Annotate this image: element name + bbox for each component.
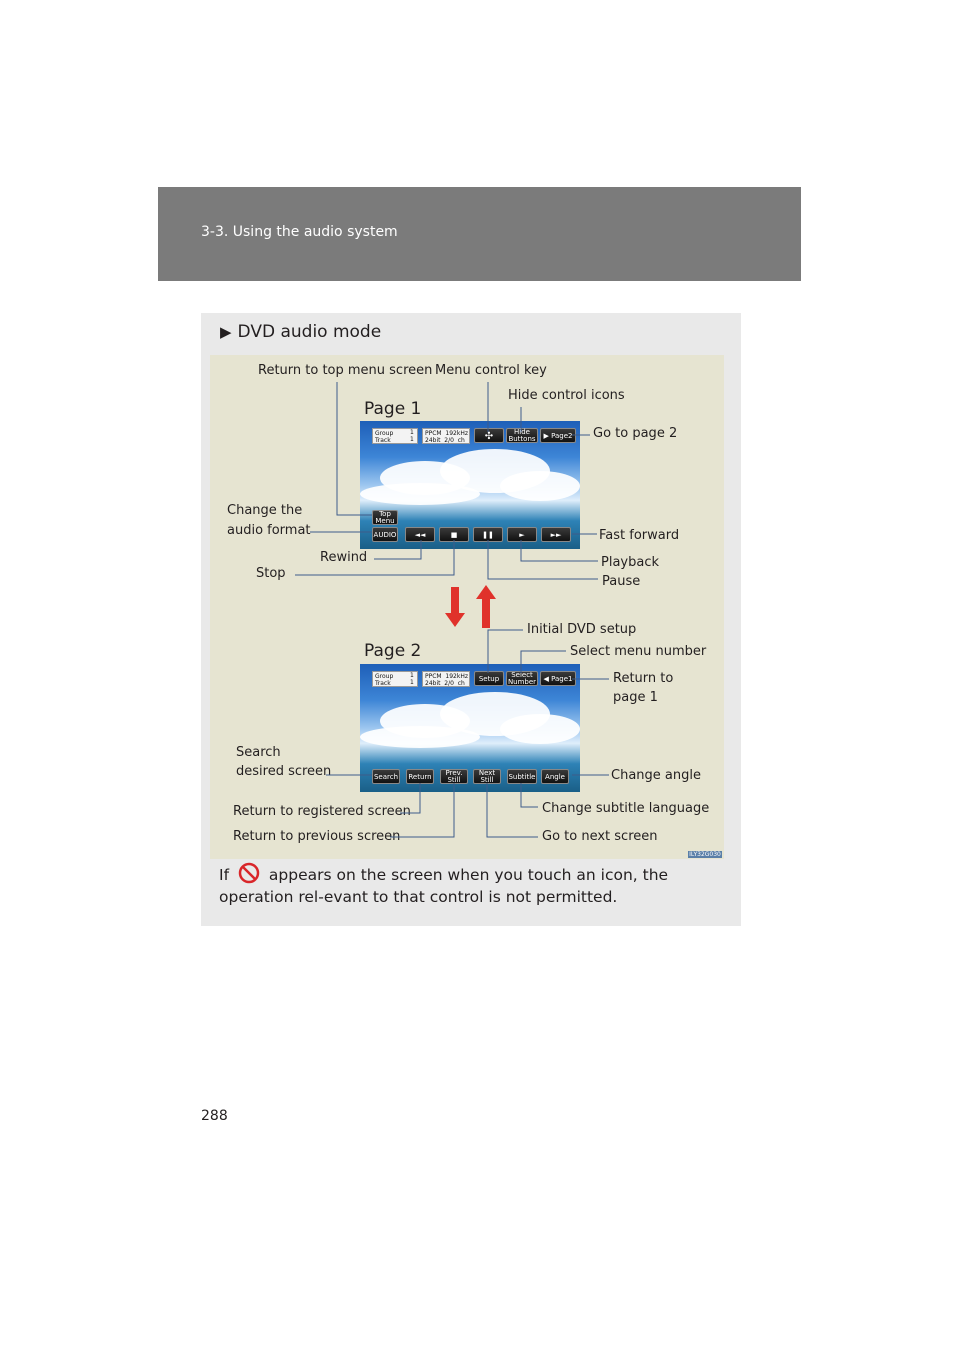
label-menu-control-key: Menu control key <box>435 363 547 378</box>
cloud-shape <box>360 726 480 748</box>
note-paragraph <box>219 862 724 908</box>
cloud-shape <box>500 471 580 501</box>
label-change-audio-format-1: Change the <box>227 503 303 518</box>
label-pause: Pause <box>602 574 641 589</box>
playback-button[interactable]: ► <box>507 527 537 542</box>
label-playback: Playback <box>601 555 660 570</box>
label-go-to-page2: Go to page 2 <box>593 426 678 441</box>
note-text-start: If <box>219 866 230 884</box>
group-track-numbers: 1 1 <box>410 429 414 443</box>
stop-button[interactable]: ■ <box>439 527 469 542</box>
return-button[interactable]: Return <box>406 769 434 784</box>
section-header: 3-3. Using the audio system <box>201 224 398 240</box>
fast-forward-button[interactable]: ►► <box>541 527 571 542</box>
label-search-2: desired screen <box>236 764 332 779</box>
menu-control-key-button[interactable]: ✣ <box>474 428 504 443</box>
audio-button[interactable]: AUDIO <box>372 527 398 542</box>
label-change-angle: Change angle <box>611 768 701 783</box>
label-return-previous: Return to previous screen <box>233 829 401 844</box>
audio-format-info: PPCM 192kHz 24bit 2/0 ch <box>422 428 470 444</box>
setup-button[interactable]: Setup <box>474 671 504 686</box>
label-initial-dvd-setup: Initial DVD setup <box>527 622 637 637</box>
page2-button[interactable] <box>540 428 576 443</box>
page1-title: Page 1 <box>364 399 422 419</box>
label-rewind: Rewind <box>320 550 368 565</box>
page1-screen <box>360 421 580 549</box>
audio-format-info: PPCM 192kHz 24bit 2/0 ch <box>422 671 470 687</box>
label-stop: Stop <box>256 566 286 581</box>
label-return-registered: Return to registered screen <box>233 804 411 819</box>
angle-button[interactable]: Angle <box>541 769 569 784</box>
label-return-to-page1-2: page 1 <box>613 690 658 705</box>
label-search-1: Search <box>236 745 281 760</box>
next-still-button[interactable]: Next Still <box>473 769 501 784</box>
label-change-audio-format-2: audio format <box>227 523 311 538</box>
page-switch-arrows <box>440 585 500 630</box>
hide-buttons-button[interactable]: Hide Buttons <box>506 428 538 443</box>
cloud-shape <box>360 483 480 505</box>
arrow-up-icon <box>476 585 496 628</box>
page2-title: Page 2 <box>364 641 422 661</box>
page1-button[interactable] <box>540 671 576 686</box>
page-number: 288 <box>201 1108 228 1124</box>
cloud-shape <box>500 714 580 744</box>
select-number-button[interactable]: Select Number <box>507 671 537 686</box>
group-track-info: Group Track <box>372 428 418 444</box>
label-hide-control-icons: Hide control icons <box>508 388 625 403</box>
page1-button-label: Page1 <box>551 675 573 683</box>
prohibited-icon <box>238 862 260 884</box>
pause-button[interactable]: ❚❚ <box>473 527 503 542</box>
rewind-button[interactable]: ◄◄ <box>405 527 435 542</box>
page2-button-label: Page2 <box>551 432 573 440</box>
page2-screen <box>360 664 580 792</box>
label-select-menu-number: Select menu number <box>570 644 707 659</box>
triangle-bullet-icon: ▶ <box>220 323 232 341</box>
subtitle-button[interactable]: Subtitle <box>507 769 537 784</box>
group-track-numbers: 1 1 <box>410 672 414 686</box>
label-return-top-menu: Return to top menu screen <box>258 363 433 378</box>
search-button[interactable]: Search <box>372 769 400 784</box>
prev-still-button[interactable]: Prev. Still <box>440 769 468 784</box>
label-return-to-page1-1: Return to <box>613 671 674 686</box>
note-text-end: appears on the screen when you touch an icon, the operation rel-evant to that control is not permitted. <box>219 866 669 906</box>
back-triangle-icon: ◀ <box>543 675 552 683</box>
label-fast-forward: Fast forward <box>599 528 680 543</box>
section-title <box>220 322 381 342</box>
label-change-subtitle: Change subtitle language <box>542 801 710 816</box>
top-menu-button[interactable]: Top Menu <box>372 510 398 525</box>
play-triangle-icon: ▶ <box>543 432 552 440</box>
figure-code: ILY32G030 <box>689 851 721 858</box>
label-go-next: Go to next screen <box>542 829 658 844</box>
section-title-text: DVD audio mode <box>237 322 382 342</box>
group-track-info: Group Track <box>372 671 418 687</box>
arrow-down-icon <box>445 587 465 627</box>
